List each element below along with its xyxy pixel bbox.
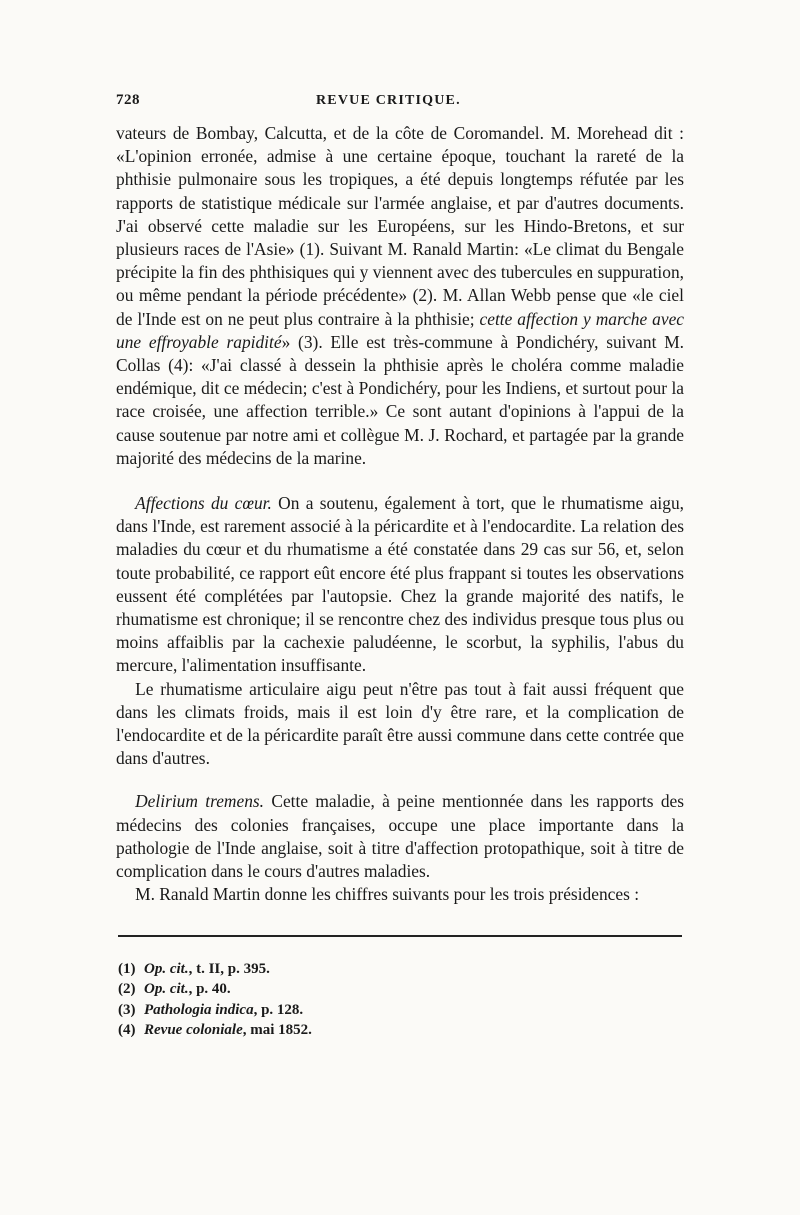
section-title: Delirium tremens. [135,791,265,812]
footnote-text: , t. II, p. 395. [188,960,270,977]
footnote-source: Revue coloniale [144,1022,243,1038]
footnotes [116,959,684,1041]
paragraph-text: Cette maladie, à peine mentionnée dans les rapports des médecins des colonies françaises, occupe une place importante dans la pathologie de l'Inde anglaise, soit à titre d'affection protopathique, soit à titre de complication dans le cours d'autres maladies. [116,791,685,882]
page-number: 728 [116,92,140,108]
paragraph-text: Le rhumatisme articulaire aigu peut n'être pas tout à fait aussi fréquent que dans les climats froids, mais il est loin d'y être rare, et la complication de l'endocardite et de la péricardite paraît être aussi commune dans cette contrée que dans d'autres. [116,678,684,769]
paragraph-text: M. Ranald Martin donne les chiffres suivants pour les trois présidences : [135,884,640,905]
footnote [118,1000,684,1021]
footnote [118,959,684,980]
paragraph-delirium-tremens [116,790,684,883]
italic-quote: cette affection y marche avec une effroyable rapidité [116,308,685,352]
footnote-number: (4) [118,1022,136,1038]
section-title: Affections du cœur. [135,493,272,514]
footnote-text: , p. 128. [253,1001,304,1018]
paragraph-text: vateurs de Bombay, Calcutta, et de la côte de Coromandel. M. Morehead dit : «L'opinion erronée, admise à une certaine époque, touchant la rareté de la phthisie pulmonaire sous les tropiques, a été depuis longtemps réfutée par les rapports de statistique médicale sur l'armée anglaise, et par d'autres documents. J'ai observé cette maladie sur les Européens, sur les Hindo-Bretons, et sur plusieurs races de l'Asie» (1). Suivant M. Ranald Martin: «Le climat du Bengale précipite la fin des phthisiques qui y viennent avec des tubercules en suppuration, ou même pendant la période précédente» (2). M. Allan Webb pense que «le ciel de l'Inde est on ne peut plus contraire à la phthisie; [116,123,684,329]
page [116,92,684,1041]
paragraph-rhumatisme [116,678,684,771]
paragraph-phthisie [116,122,684,470]
footnote-source: Op. cit. [144,981,189,997]
footnote [118,979,684,1000]
body-text [116,122,684,907]
paragraph-text: On a soutenu, également à tort, que le rhumatisme aigu, dans l'Inde, est rarement associé à la péricardite et à l'endocardite. La relation des maladies du cœur et du rhumatisme a été constatée dans 29 cas sur 56, et, selon toute probabilité, ce rapport eût encore été plus frappant si toutes les observations eussent été complétées par l'autopsie. Chez la grande majorité des natifs, le rhumatisme est chronique; il se rencontre chez des individus presque tous plus ou moins affaiblis par la cachexie paludéenne, le scorbut, la syphilis, l'abus du mercure, l'alimentation insuffisante. [116,493,684,676]
footnote-text: , mai 1852. [242,1022,312,1038]
footnote [118,1020,684,1041]
page-header [116,92,684,118]
footnote-text: , p. 40. [188,981,231,997]
footnote-source: Op. cit. [144,960,189,977]
footnote-number: (2) [118,981,136,997]
running-head: REVUE CRITIQUE. [316,93,461,108]
paragraph-text: » (3). Elle est très-commune à Pondichéry, suivant M. Collas (4): «J'ai classé à dessein la phthisie après le choléra comme maladie endémique, dit ce médecin; c'est à Pondichéry, pour les Indiens, et surtout pour la race croisée, une affection terrible.» Ce sont autant d'opinions à l'appui de la cause soutenue par notre ami et collègue M. J. Rochard, et partagée par la grande majorité des médecins de la marine. [116,331,684,468]
footnote-number: (3) [118,1001,136,1018]
footnote-divider [118,935,682,937]
footnote-source: Pathologia indica [144,1001,254,1018]
footnote-number: (1) [118,960,136,977]
paragraph-affections-coeur [116,492,684,678]
paragraph-presidences [116,883,684,906]
